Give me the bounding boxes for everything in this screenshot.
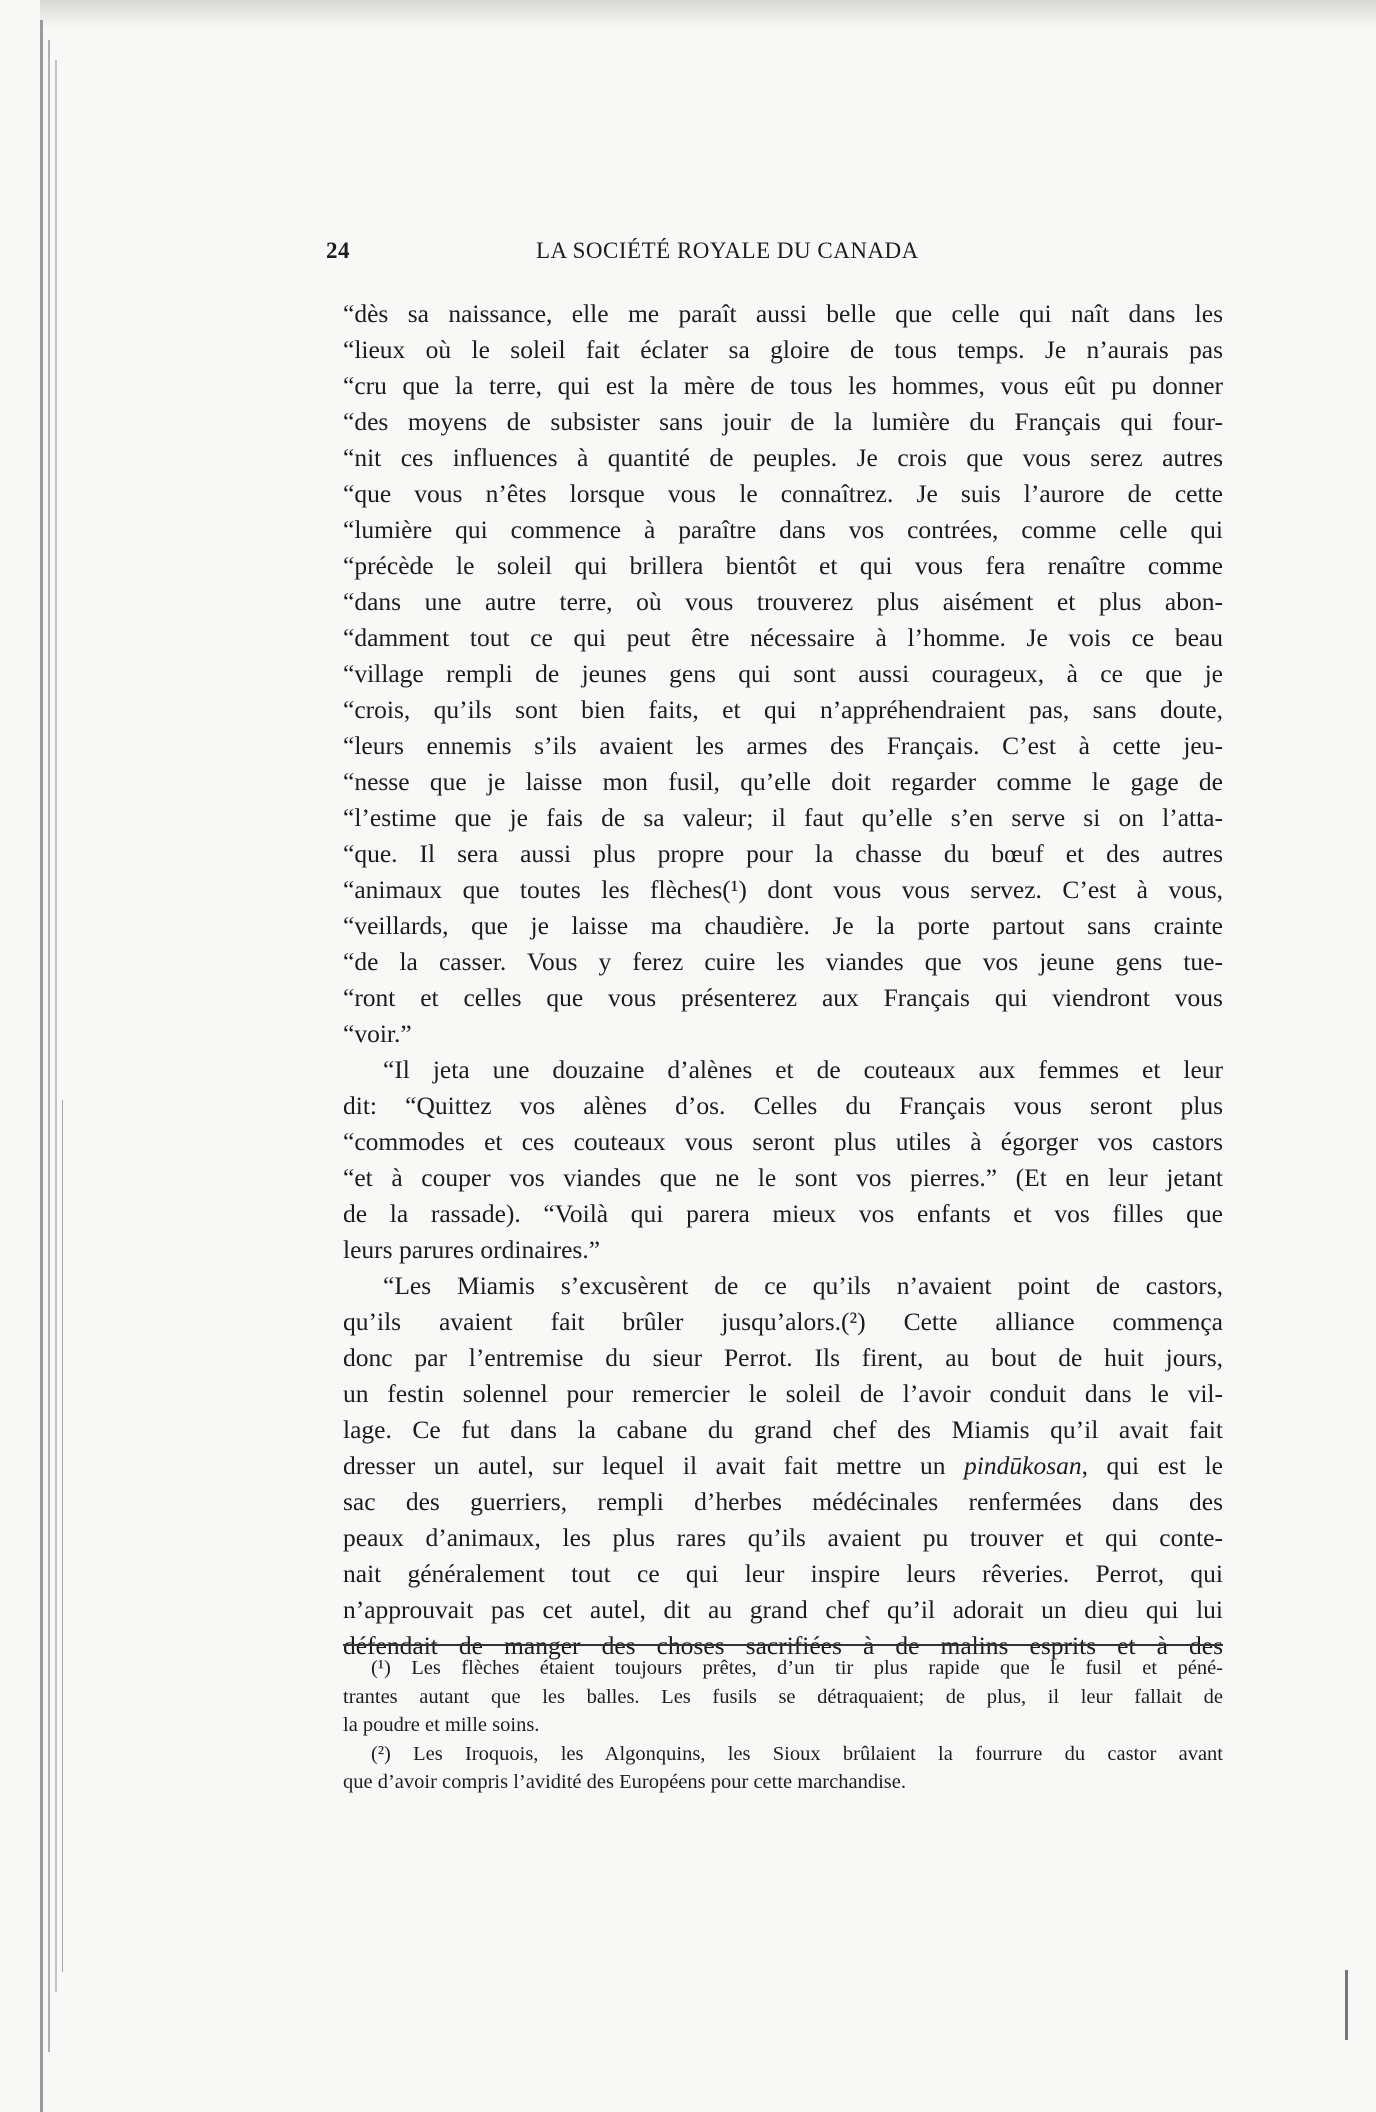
page-edge [40,20,43,2112]
text-line: “animaux que toutes les flèches(¹) dont vous vous servez. C’est à vous, [343,875,1223,904]
page-edge [48,40,50,2052]
footnotes [343,1654,1223,1797]
text-line: dit: “Quittez vos alènes d’os. Celles du Français vous seront plus [343,1091,1223,1120]
text-line: “des moyens de subsister sans jouir de la lumière du Français qui four- [343,407,1223,436]
text-line: “de la casser. Vous y ferez cuire les viandes que vos jeune gens tue- [343,947,1223,976]
text-line: dresser un autel, sur lequel il avait fait mettre un pindūkosan, qui est le [343,1451,1223,1480]
text-line: lage. Ce fut dans la cabane du grand chef des Miamis qu’il avait fait [343,1415,1223,1444]
text-line: sac des guerriers, rempli d’herbes médécinales renfermées dans des [343,1487,1223,1516]
paragraph-start: “Les Miamis s’excusèrent de ce qu’ils n’avaient point de castors, [383,1271,1223,1300]
text-line: de la rassade). “Voilà qui parera mieux vos enfants et vos filles que [343,1199,1223,1228]
scan-mark [1345,1970,1348,2040]
text-line: défendait de manger des choses sacrifiées à de malins esprits et à des [343,1631,1223,1660]
text-line: “nesse que je laisse mon fusil, qu’elle doit regarder comme le gage de [343,767,1223,796]
text-line: “l’estime que je fais de sa valeur; il faut qu’elle s’en serve si on l’atta- [343,803,1223,832]
page-number: 24 [326,238,350,263]
text-line: “lieux où le soleil fait éclater sa gloire de tous temps. Je n’aurais pas [343,335,1223,364]
text-line: “lumière qui commence à paraître dans vos contrées, comme celle qui [343,515,1223,544]
text-line: “dans une autre terre, où vous trouverez plus aisément et plus abon- [343,587,1223,616]
text-line: “leurs ennemis s’ils avaient les armes des Français. C’est à cette jeu- [343,731,1223,760]
text-line: “dès sa naissance, elle me paraît aussi belle que celle qui naît dans les [343,299,1223,328]
text-line: “précède le soleil qui brillera bientôt et qui vous fera renaître comme [343,551,1223,580]
paragraph-start: “Il jeta une douzaine d’alènes et de couteaux aux femmes et leur [383,1055,1223,1084]
footnote-2: (²) Les Iroquois, les Algonquins, les Sioux brûlaient la fourrure du castor avant [371,1742,1223,1765]
italic-term: pindūkosan [964,1451,1082,1480]
text-line: “ront et celles que vous présenterez aux Français qui viendront vous [343,983,1223,1012]
text-line: “damment tout ce qui peut être nécessaire à l’homme. Je vois ce beau [343,623,1223,652]
text-line: “village rempli de jeunes gens qui sont aussi courageux, à ce que je [343,659,1223,688]
text-line: qu’ils avaient fait brûler jusqu’alors.(²) Cette alliance commença [343,1307,1223,1336]
running-head [326,238,1226,268]
page-edge [55,60,57,1992]
text-line: “que vous n’êtes lorsque vous le connaîtrez. Je suis l’aurore de cette [343,479,1223,508]
text-line: un festin solennel pour remercier le soleil de l’avoir conduit dans le vil- [343,1379,1223,1408]
text-line: n’approuvait pas cet autel, dit au grand chef qu’il adorait un dieu qui lui [343,1595,1223,1624]
footnote-line: la poudre et mille soins. [343,1714,540,1736]
text-line: “et à couper vos viandes que ne le sont vos pierres.” (Et en leur jetant [343,1163,1223,1192]
page-edge [62,1100,63,1972]
text-line: peaux d’animaux, les plus rares qu’ils avaient pu trouver et qui conte- [343,1523,1223,1552]
top-shadow [40,0,1376,28]
text-line: nait généralement tout ce qui leur inspire leurs rêveries. Perrot, qui [343,1559,1223,1588]
body-text [343,296,1223,1664]
footnote-line: que d’avoir compris l’avidité des Européens pour cette marchandise. [343,1771,906,1793]
running-title: LA SOCIÉTÉ ROYALE DU CANADA [536,238,919,263]
text-line: donc par l’entremise du sieur Perrot. Ils firent, au bout de huit jours, [343,1343,1223,1372]
footnote-1: (¹) Les flèches étaient toujours prêtes, d’un tir plus rapide que le fusil et péné- [371,1657,1223,1679]
text-line: “commodes et ces couteaux vous seront plus utiles à égorger vos castors [343,1127,1223,1156]
text-line: “veillards, que je laisse ma chaudière. Je la porte partout sans crainte [343,911,1223,940]
footnote-line: trantes autant que les balles. Les fusils se détraquaient; de plus, il leur fallait de [343,1685,1223,1708]
footnote-rule [343,1644,1223,1646]
text-line: “voir.” [343,1019,412,1048]
text-line: leurs parures ordinaires.” [343,1235,601,1264]
text-line: “que. Il sera aussi plus propre pour la chasse du bœuf et des autres [343,839,1223,868]
text-line: “crois, qu’ils sont bien faits, et qui n’appréhendraient pas, sans doute, [343,695,1223,724]
text-line: “cru que la terre, qui est la mère de tous les hommes, vous eût pu donner [343,371,1223,400]
text-line: “nit ces influences à quantité de peuples. Je crois que vous serez autres [343,443,1223,472]
